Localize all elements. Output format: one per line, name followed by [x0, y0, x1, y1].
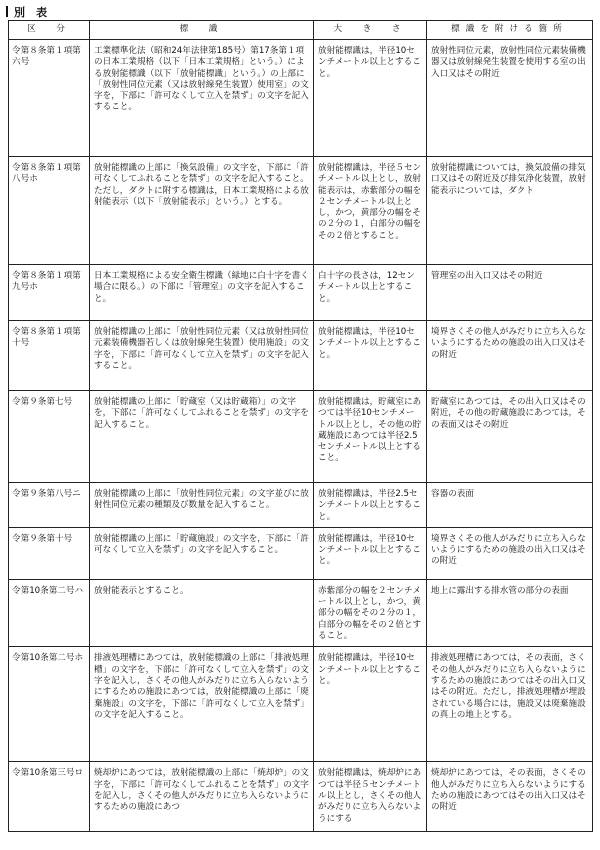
ookisa-cell: 赤紫部分の幅を２センチメートル以上とし，かつ，黄部分の幅をその２分の１，白部分の幅をその２倍とすること。	[314, 579, 427, 646]
hyoshiki-cell: 放射能標識の上部に「貯蔵室（又は貯蔵箱）」の文字を，下部に「許可なくしてふれることを禁ず」の文字を記入すること。	[90, 391, 314, 483]
caption-bar	[6, 6, 8, 17]
header-hyoshiki: 標 識	[90, 21, 314, 40]
hyoshiki-cell: 排液処理槽にあつては，放射能標識の上部に「排液処理槽」の文字を，下部に「許可なくして立入を禁ず」の文字を記入し，さくその他人がみだりに立ち入らないようにするための施設にあつては，放射能標識の上部に「廃棄施設」の文字を，下部に「許可なくして立入を禁ず」の文字を記入すること。	[90, 647, 314, 762]
kasho-cell: 境界さくその他人がみだりに立ち入らないようにするための施設の出入口又はその附近	[427, 527, 593, 579]
kasho-cell: 貯蔵室にあつては，その出入口又はその附近，その他の貯蔵施設にあつては，その表面又はその附近	[427, 391, 593, 483]
kasho-cell: 境界さくその他人がみだりに立ち入らないようにするための施設の出入口又はその附近	[427, 321, 593, 391]
hyoshiki-cell: 放射能標識の上部に「放射性同位元素（又は放射性同位元素装備機器若しくは放射線発生装置）使用施設」の文字を，下部に「許可なくして立入を禁ず」の文字を記入すること。	[90, 321, 314, 391]
header-row	[9, 21, 593, 40]
ookisa-cell: 放射能標識は，半径10センチメートル以上とすること。	[314, 321, 427, 391]
hyoshiki-cell: 放射能表示とすること。	[90, 579, 314, 646]
ookisa-cell: 放射能標識は，半径10センチメートル以上とすること。	[314, 40, 427, 157]
table-title: 別 表	[14, 6, 47, 19]
appendix-table	[8, 20, 593, 832]
header-kubun: 区 分	[9, 21, 90, 40]
kubun-cell: 令第９条第八号ニ	[9, 483, 90, 528]
table-caption	[6, 4, 47, 20]
table-row	[9, 762, 593, 832]
table-row	[9, 40, 593, 157]
ookisa-cell: 放射能標識は，半径10センチメートル以上とすること。	[314, 647, 427, 762]
table-row	[9, 527, 593, 579]
ookisa-cell: 放射能標識は，半径５センチメートル以上とし，放射能表示は，赤紫部分の幅を２センチメートル以上とし，かつ，黄部分の幅をその２分の１，白部分の幅をその２倍とすること。	[314, 157, 427, 265]
kubun-cell: 令第10条第三号ロ	[9, 762, 90, 832]
kasho-cell: 放射性同位元素，放射性同位元素装備機器又は放射線発生装置を使用する室の出入口又はその附近	[427, 40, 593, 157]
kasho-cell: 焼却炉にあつては，その表面，さくその他人がみだりに立ち入らないようにするための施設にあつてはその出入口又はその附近	[427, 762, 593, 832]
kubun-cell: 令第８条第１項第九号ホ	[9, 265, 90, 321]
hyoshiki-cell: 放射能標識の上部に「換気設備」の文字を，下部に「許可なくしてふれることを禁ず」の文字を記入すること。ただし，ダクトに附する標識は，日本工業規格による放射能表示（以下「放射能表示」という。）とする。	[90, 157, 314, 265]
hyoshiki-cell: 焼却炉にあつては，放射能標識の上部に「焼却炉」の文字を，下部に「許可なくしてふれることを禁ず」の文字を記入し，さくその他人がみだりに立ち入らないようにするための施設にあつ	[90, 762, 314, 832]
hyoshiki-cell: 放射能標識の上部に「放射性同位元素」の文字並びに放射性同位元素の種類及び数量を記入すること。	[90, 483, 314, 528]
table-row	[9, 391, 593, 483]
kubun-cell: 令第10条第二号ハ	[9, 579, 90, 646]
table-row	[9, 157, 593, 265]
kasho-cell: 容器の表面	[427, 483, 593, 528]
table-row	[9, 483, 593, 528]
table-row	[9, 579, 593, 646]
ookisa-cell: 放射能標識は，半径10センチメートル以上とすること。	[314, 527, 427, 579]
ookisa-cell: 放射能標識は，貯蔵室にあつては半径10センチメートル以上とし，その他の貯蔵施設にあつては半径2.5センチメートル以上とすること。	[314, 391, 427, 483]
kubun-cell: 令第８条第１項第十号	[9, 321, 90, 391]
kubun-cell: 令第８条第１項第八号ホ	[9, 157, 90, 265]
kubun-cell: 令第10条第二号ホ	[9, 647, 90, 762]
header-kasho: 標識を附ける箇所	[427, 21, 593, 40]
table-row	[9, 265, 593, 321]
kasho-cell: 排液処理槽にあつては，その表面，さくその他人がみだりに立ち入らないようにするための施設にあつてはその出入口又はその附近。ただし，排液処理槽が埋設されている場合には，施設又は廃棄施設の真上の地上とする。	[427, 647, 593, 762]
hyoshiki-cell: 工業標準化法（昭和24年法律第185号）第17条第１項の日本工業規格（以下「日本工業規格」という。）による放射能標識（以下「放射能標識」という。）の上部に「放射性同位元素（又は放射線発生装置）使用室」の文字を，下部に「許可なくして立入を禁ず」の文字を記入すること。	[90, 40, 314, 157]
table-row	[9, 647, 593, 762]
hyoshiki-cell: 日本工業規格による安全衛生標識（緑地に白十字を書く場合に限る。）の下部に「管理室」の文字を記入すること。	[90, 265, 314, 321]
kasho-cell: 管理室の出入口又はその附近	[427, 265, 593, 321]
kubun-cell: 令第９条第七号	[9, 391, 90, 483]
header-ookisa: 大 き さ	[314, 21, 427, 40]
ookisa-cell: 放射能標識は，焼却炉にあつては半径５センチメートル以上とし，さくその他人がみだりに立ち入らないようにする	[314, 762, 427, 832]
ookisa-cell: 放射能標識は，半径2.5センチメートル以上とすること。	[314, 483, 427, 528]
ookisa-cell: 白十字の長さは，12センチメートル以上とすること。	[314, 265, 427, 321]
hyoshiki-cell: 放射能標識の上部に「貯蔵施設」の文字を，下部に「許可なくして立入を禁ず」の文字を記入すること。	[90, 527, 314, 579]
kasho-cell: 放射能標識については，換気設備の排気口又はその附近及び排気浄化装置，放射能表示については，ダクト	[427, 157, 593, 265]
table-row	[9, 321, 593, 391]
kubun-cell: 令第９条第十号	[9, 527, 90, 579]
kasho-cell: 地上に露出する排水管の部分の表面	[427, 579, 593, 646]
kubun-cell: 令第８条第１項第六号	[9, 40, 90, 157]
